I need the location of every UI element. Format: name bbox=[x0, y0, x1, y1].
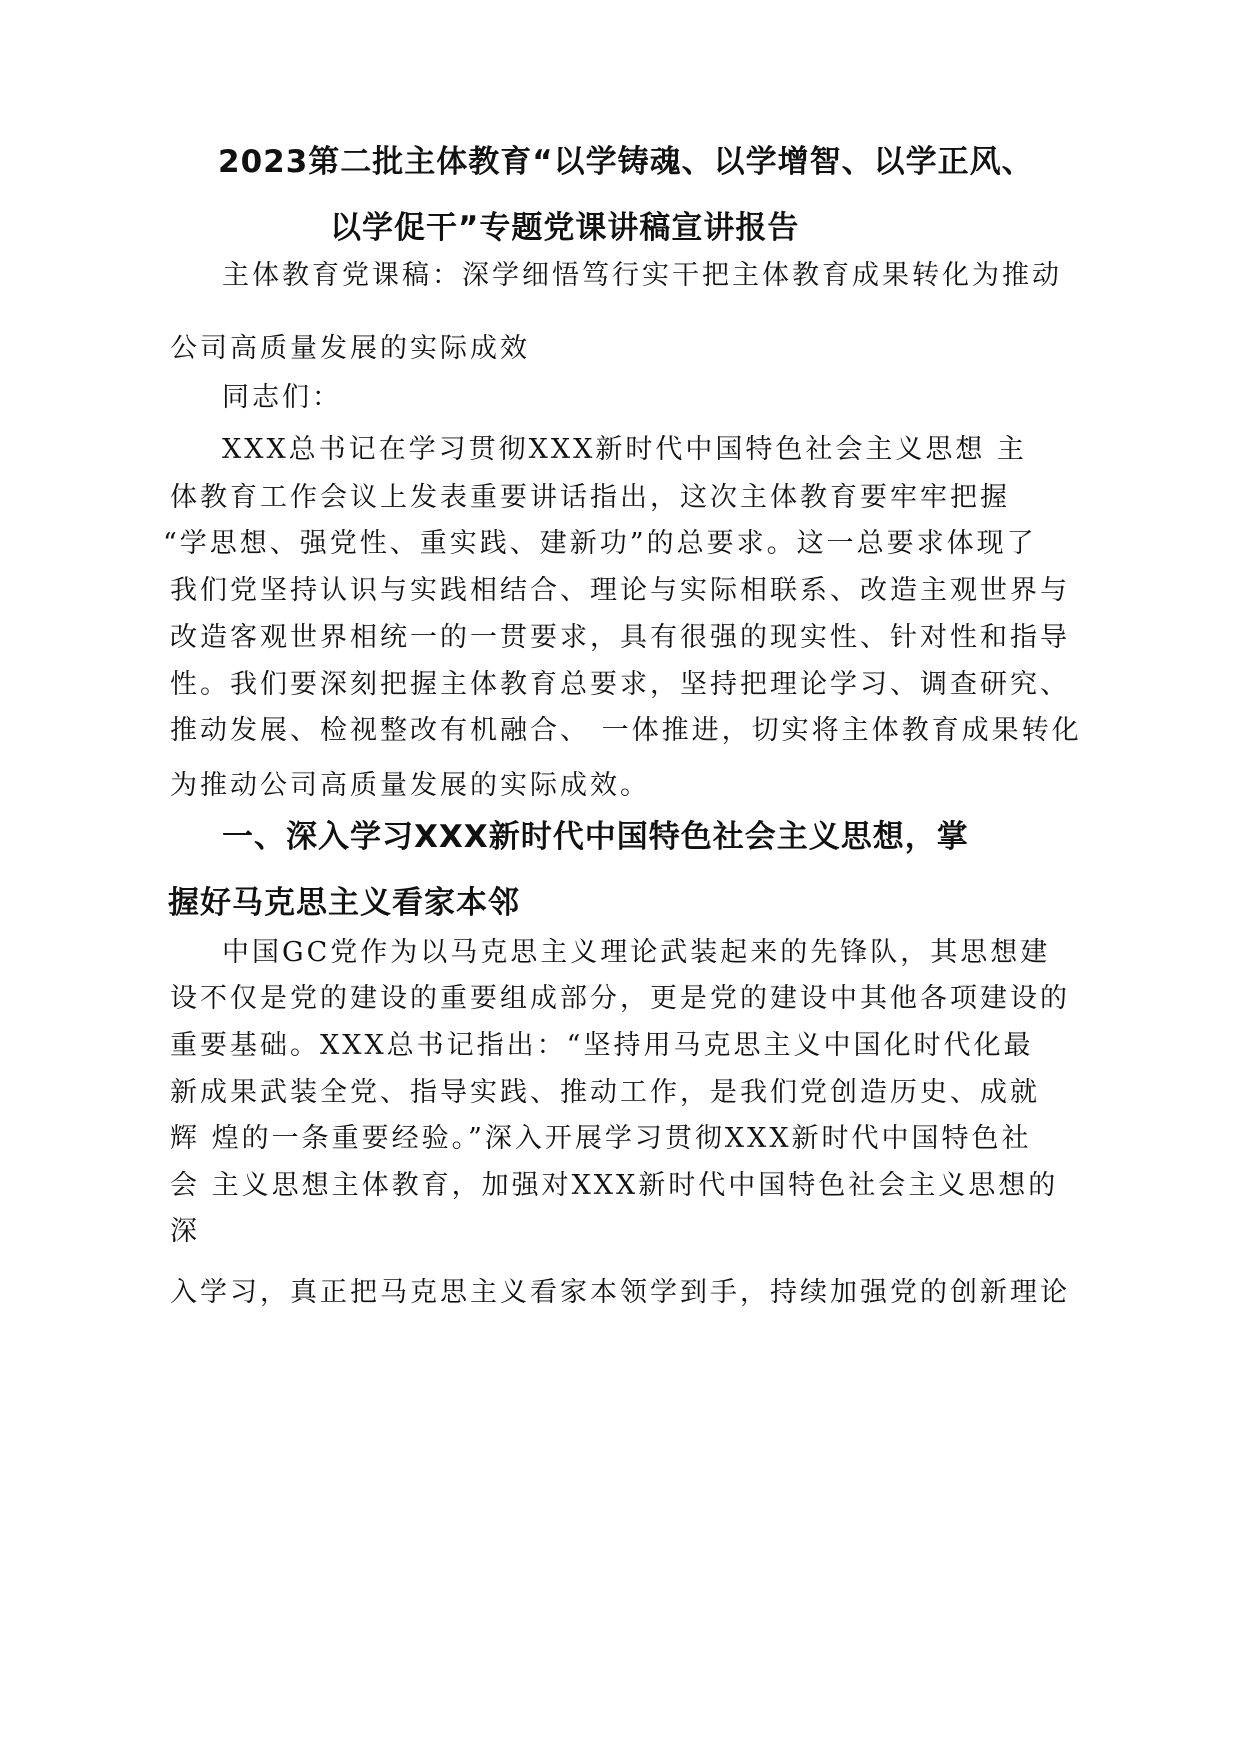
paragraph-line: “学思想、强党性、重实践、建新功”的总要求。这一总要求体现了 bbox=[163, 528, 1037, 559]
paragraph-line: 推动发展、检视整改有机融合、 一体推进，切实将主体教育成果转化 bbox=[170, 715, 1082, 746]
document-title-line-1: 2023第二批主体教育“以学铸魂、以学增智、以学正风、 bbox=[218, 144, 1034, 180]
salutation: 同志们： bbox=[222, 382, 342, 413]
paragraph-line: 我们党坚持认识与实践相结合、理论与实际相联系、改造主观世界与 bbox=[170, 575, 1070, 606]
document-title-line-2: 以学促干”专题党课讲稿宣讲报告 bbox=[330, 210, 800, 246]
paragraph-line: 入学习，真正把马克思主义看家本领学到手，持续加强党的创新理论 bbox=[170, 1277, 1070, 1308]
paragraph-line: 中国GC党作为以马克思主义理论武装起来的先锋队，其思想建 bbox=[222, 937, 1051, 968]
section-heading-line-2: 握好马克思主义看家本邻 bbox=[168, 885, 520, 921]
subtitle-line-1: 主体教育党课稿：深学细悟笃行实干把主体教育成果转化为推动 bbox=[222, 260, 1062, 291]
subtitle-line-2: 公司高质量发展的实际成效 bbox=[170, 333, 530, 364]
paragraph-line: 体教育工作会议上发表重要讲话指出，这次主体教育要牢牢把握 bbox=[170, 482, 1010, 513]
paragraph-line: 辉 煌的一条重要经验。”深入开展学习贯彻XXX新时代中国特色社 bbox=[170, 1123, 1032, 1154]
paragraph-line: 性。我们要深刻把握主体教育总要求，坚持把理论学习、调查研究、 bbox=[170, 669, 1070, 700]
paragraph-line: 重要基础。XXX总书记指出：“坚持用马克思主义中国化时代化最 bbox=[170, 1030, 1034, 1061]
section-heading-line-1: 一、深入学习XXX新时代中国特色社会主义思想，掌 bbox=[222, 819, 969, 855]
paragraph-line: 新成果武装全党、指导实践、推动工作，是我们党创造历史、成就 bbox=[170, 1077, 1040, 1108]
paragraph-line: 会 主义思想主体教育，加强对XXX新时代中国特色社会主义思想的 bbox=[170, 1170, 1059, 1201]
paragraph-line: 设不仅是党的建设的重要组成部分，更是党的建设中其他各项建设的 bbox=[170, 983, 1070, 1014]
paragraph-line: XXX总书记在学习贯彻XXX新时代中国特色社会主义思想 主 bbox=[222, 434, 1027, 465]
paragraph-line: 深 bbox=[170, 1216, 200, 1247]
paragraph-line: 改造客观世界相统一的一贯要求，具有很强的现实性、针对性和指导 bbox=[170, 622, 1070, 653]
paragraph-line: 为推动公司高质量发展的实际成效。 bbox=[170, 770, 650, 801]
